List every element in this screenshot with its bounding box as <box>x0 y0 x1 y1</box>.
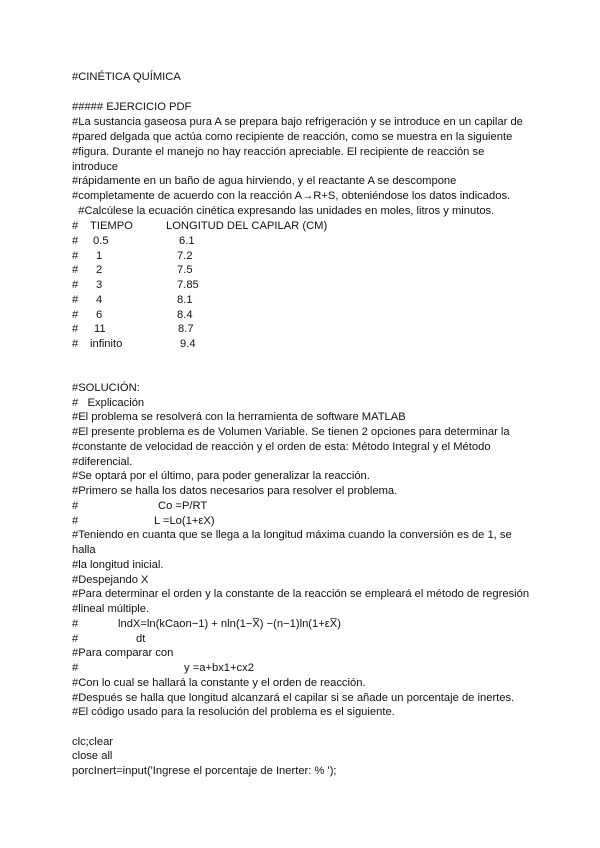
table-prefix: # <box>72 279 79 291</box>
table-prefix: # <box>72 294 79 306</box>
problem-line: #pared delgada que actúa como recipiente de reacción, como se muestra en la siguiente <box>72 131 513 143</box>
table-cell-length: 7.85 <box>177 279 199 291</box>
solution-line: #Primero se halla los datos necesarios para resolver el problema. <box>72 485 398 497</box>
exercise-heading: ##### EJERCICIO PDF <box>72 101 192 113</box>
table-header-time: TIEMPO <box>90 220 133 232</box>
table-cell-time: 0.5 <box>93 235 109 247</box>
code-line: close all <box>72 750 113 762</box>
table-cell-length: 8.1 <box>177 294 193 306</box>
table-prefix: # <box>72 235 79 247</box>
compare-line: #Para comparar con <box>72 647 174 659</box>
equation-prefix: # <box>72 633 79 645</box>
equation-length: L =Lo(1+εX) <box>154 515 215 527</box>
table-cell-length: 8.7 <box>178 323 194 335</box>
solution-line: halla <box>72 544 96 556</box>
code-line: clc;clear <box>72 736 114 748</box>
table-cell-length: 6.1 <box>179 235 195 247</box>
table-prefix: # <box>72 309 79 321</box>
equation-prefix: # <box>72 500 79 512</box>
table-prefix: # <box>72 264 79 276</box>
problem-line: #La sustancia gaseosa pura A se prepara bajo refrigeración y se introduce en un capilar de <box>72 116 523 128</box>
document-title: #CINÉTICA QUÍMICA <box>72 71 181 83</box>
table-cell-length: 9.4 <box>180 338 196 350</box>
problem-line: #completamente de acuerdo con la reacción A→R+S, obteniéndose los datos indicados. <box>72 190 511 202</box>
solution-line: #Después se halla que longitud alcanzará el capilar si se añade un porcentaje de inertes. <box>72 692 515 704</box>
table-cell-time: 1 <box>96 250 103 262</box>
problem-line: #Calcúlese la ecuación cinética expresando las unidades en moles, litros y minutos. <box>72 205 495 217</box>
solution-line: #Se optará por el último, para poder generalizar la reacción. <box>72 470 370 482</box>
solution-line: #Despejando X <box>72 574 149 586</box>
solution-line: #diferencial. <box>72 456 133 468</box>
table-header-length: LONGITUD DEL CAPILAR (CM) <box>166 220 328 232</box>
problem-line: #figura. Durante el manejo no hay reacción apreciable. El recipiente de reacción se <box>72 146 485 158</box>
table-cell-time: 11 <box>94 323 106 335</box>
solution-line: #El presente problema es de Volumen Variable. Se tienen 2 opciones para determinar la <box>72 426 510 438</box>
table-cell-length: 7.5 <box>177 264 193 276</box>
problem-line: introduce <box>72 161 119 173</box>
solution-line: #El código usado para la resolución del problema es el siguiente. <box>72 706 395 718</box>
solution-heading: #SOLUCIÓN: <box>72 382 140 394</box>
table-prefix: # <box>72 220 79 232</box>
table-prefix: # <box>72 338 79 350</box>
table-cell-time: 6 <box>96 309 103 321</box>
equation-linear: y =a+bx1+cx2 <box>184 662 254 674</box>
equation-concentration: Co =P/RT <box>158 500 208 512</box>
solution-line: #constante de velocidad de reacción y el orden de esta: Método Integral y el Método <box>72 441 491 453</box>
solution-line: #Con lo cual se hallará la constante y el orden de reacción. <box>72 677 366 689</box>
table-cell-time: 3 <box>96 279 103 291</box>
table-cell-length: 7.2 <box>177 250 193 262</box>
problem-line: #rápidamente en un baño de agua hirviendo, y el reactante A se descompone <box>72 175 457 187</box>
code-line: porcInert=input('Ingrese el porcentaje de Inerter: % '); <box>72 765 337 777</box>
solution-line: #Para determinar el orden y la constante de la reacción se empleará el método de regresión <box>72 588 530 600</box>
equation-regression: lndX=ln(kCaon−1) + nln(1−X̅) −(n−1)ln(1+εX̅) <box>118 618 341 630</box>
table-cell-time: 2 <box>96 264 103 276</box>
equation-denominator: dt <box>136 633 146 645</box>
table-prefix: # <box>72 323 79 335</box>
solution-line: #la longitud inicial. <box>72 559 164 571</box>
solution-line: #El problema se resolverá con la herramienta de software MATLAB <box>72 411 406 423</box>
solution-line: #Teniendo en cuanta que se llega a la longitud máxima cuando la conversión es de 1, se <box>72 529 512 541</box>
solution-line: #lineal múltiple. <box>72 603 150 615</box>
equation-prefix: # <box>72 618 79 630</box>
table-cell-time: infinito <box>90 338 123 350</box>
equation-prefix: # <box>72 515 79 527</box>
explanation-heading: # Explicación <box>72 397 145 409</box>
table-cell-length: 8.4 <box>177 309 193 321</box>
table-prefix: # <box>72 250 79 262</box>
table-cell-time: 4 <box>96 294 103 306</box>
equation-prefix: # <box>72 662 79 674</box>
